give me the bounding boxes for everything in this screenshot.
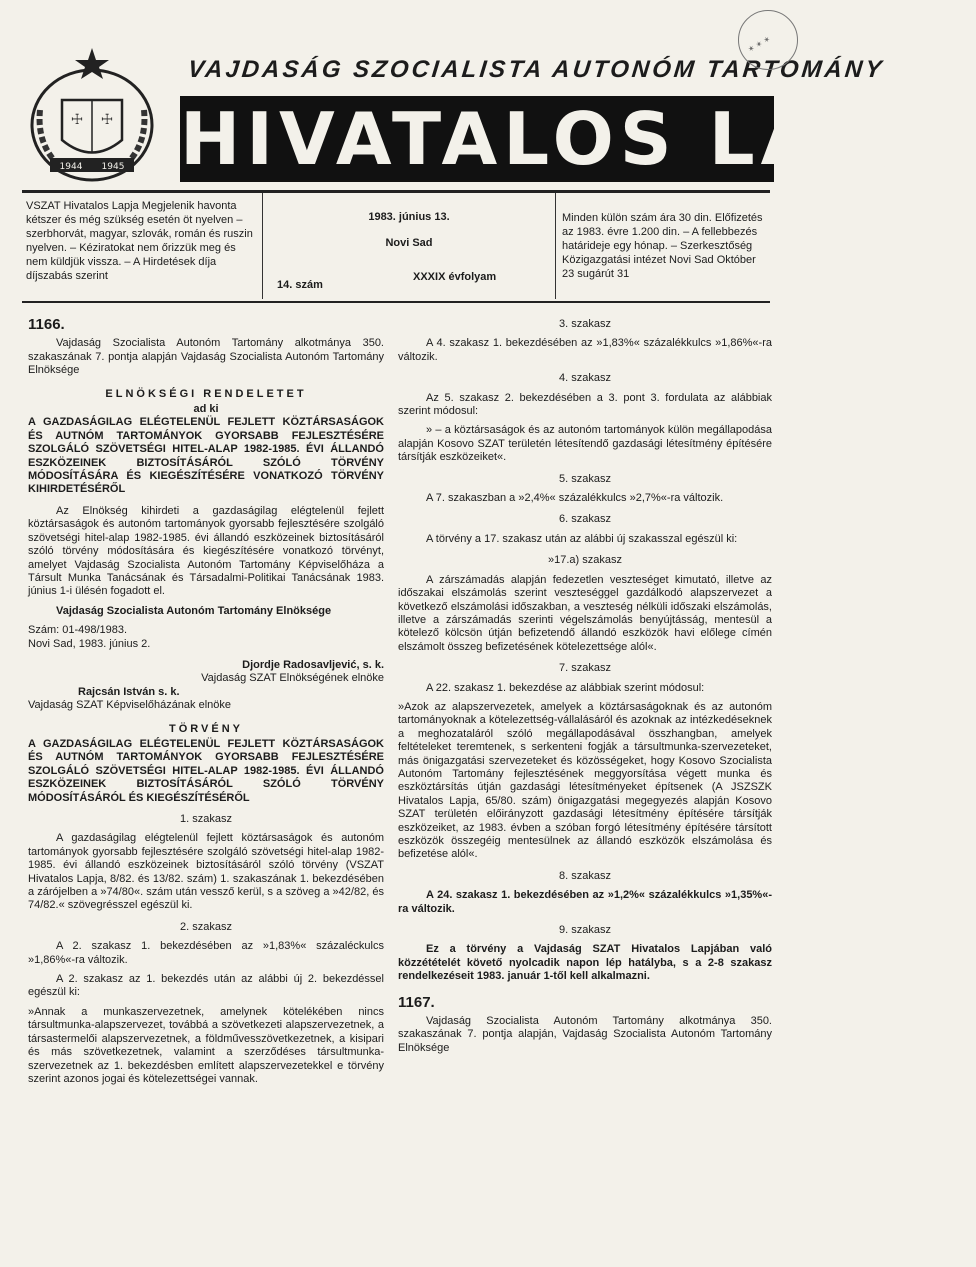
- signatory-2-name: Rajcsán István s. k.: [78, 685, 180, 698]
- section-4-body: Az 5. szakasz 2. bekezdésében a 3. pont 3. fordulata az alábbiak szerint módosul:: [398, 391, 772, 418]
- law-title: A GAZDASÁGILAG ELÉGTELENÜL FEJLETT KÖZTÁRSASÁGOK ÉS AUTNÓM TARTOMÁNYOK GYORSABB FEJLESZTÉSÉRE SZOLGÁLÓ SZÖVETSÉGI HITEL-ALAP 1982-1985. ÉVI ÁLLANDÓ ESZKÖZEINEK BIZTOSÍTÁSÁRÓL SZÓLÓ TÖRVÉNY MÓDOSÍTÁSÁRÓL ÉS KIEGÉSZÍTÉSÉRŐL: [28, 737, 384, 804]
- section-6-body: A törvény a 17. szakasz után az alábbi új szakasszal egészül ki:: [426, 532, 738, 545]
- section-6-subsection-title: »17.a) szakasz: [548, 554, 622, 567]
- issue-box: [262, 193, 556, 299]
- info-bar: [22, 190, 770, 303]
- signatory-1-name: Djordje Radosavljević, s. k.: [242, 658, 384, 671]
- issue-volume: XXXIX évfolyam: [413, 271, 497, 283]
- section-9-title: 9. szakasz: [559, 924, 611, 937]
- masthead-title: HIVATALOS LAPJA: [180, 97, 976, 181]
- section-4-title: 4. szakasz: [559, 372, 611, 385]
- document-number-2: 1167.: [398, 993, 435, 1011]
- decree-body: Az Elnökség kihirdeti a gazdaságilag elégtelenül fejlett köztársaságok és autonóm tartományok gyorsabb fejlesztésére szolgáló szövetségi hitel-alap 1982-1985. évi állandó eszközeinek biztosításáról szóló törvény módosítására és kiegészítésére vonatkozó törvényt, amelyet Vajdaság Szocialista Autonóm Tartomány Képviselőháza a Társult Munka Tanácsának és Társadalmi-Politikai Tanácsának 1983. június 1-i ülésén fogadott el.: [28, 504, 384, 598]
- decree-subheading: ad ki: [193, 403, 219, 416]
- svg-text:☩: ☩: [70, 112, 84, 128]
- subscription-notice: Minden külön szám ára 30 din. Előfizetés az 1983. évre 1.200 din. – A fellebbezés határideje egy hónap. – Szerkesztőség Közigazgatási intézet Novi Sad Október 23 sugárút 31: [562, 212, 763, 280]
- issue-number: 14. szám: [277, 279, 323, 291]
- signatory-1-role: Vajdaság SZAT Elnökségének elnöke: [201, 672, 384, 685]
- section-7-quote: »Azok az alapszervezetek, amelyek a köztársaságoknak és az autonóm tartományoknak a kötelezettség-vállalásáról és azoknak az intézkedéseknek a meghozataláról szóló megállapodásával összhangban, amelyek feltételeket teremtenek, s serkenteni fogják a társultmunka-szervezeteket, más önigazgatási szervezeteket és közösségeket, hogy Kosovo Szocialista Autonóm Tartomány fejlesztésének meggyorsítása végett munka és eszköztársítás útján gazdasági létesítményeket építsenek (A JSZSZK Hivatalos Lapja, 65/80. szám) önigazgatási megegyezés alapján Kosovo SZAT területén előirányzott gazdasági létesítmény építésére társítják eszközeiket, az 1983. évben a szóban forgó létesítmény építésére társított eszközök összegéig mentesülnek az állandó eszközök elszámolása és befizetése alól«.: [398, 700, 772, 861]
- library-stamp: ✶ ✶ ✶: [738, 10, 798, 70]
- section-6-title: 6. szakasz: [559, 513, 611, 526]
- section-3-title: 3. szakasz: [559, 318, 611, 330]
- section-9-body: Ez a törvény a Vajdaság SZAT Hivatalos Lapjában való közzétételét követő nyolcadik napon lép hatályba, s a 2-8 szakasz rendelkezéseit 1983. január 1-től kell alkalmazni.: [398, 943, 772, 983]
- svg-text:☩: ☩: [100, 112, 114, 128]
- left-column: [28, 318, 384, 1092]
- section-2-para-1: A 2. szakasz 1. bekezdésében az »1,83%« százaléckulcs »1,86%«-ra változik.: [28, 940, 384, 966]
- section-1-body: A gazdaságilag elégtelenül fejlett köztársaságok és autonóm tartományok gyorsabb fejlesztésére szolgáló szövetségi hitel-alap 1982-1985. évi állandó eszközeinek biztosításáról szóló törvény (VSZAT Hivatalos Lapja, 8/82. és 13/82. szám) 1. szakaszának 1. bekezdésében a zárójelben a »74/80«. szám után vessző kerül, s a szöveg a »42/82, és 74/82.« szövegrésszel egészül ki.: [28, 832, 384, 912]
- decree-heading: ELNÖKSÉGI RENDELETET: [105, 387, 307, 400]
- emblem-year-right: 1945: [101, 162, 125, 172]
- law-heading: TÖRVÉNY: [169, 722, 243, 735]
- section-5-title: 5. szakasz: [559, 472, 611, 485]
- document-number: 1166.: [28, 316, 65, 333]
- reference-place-date: Novi Sad, 1983. június 2.: [28, 637, 151, 650]
- issue-city: Novi Sad: [385, 237, 433, 249]
- right-column: [398, 318, 772, 1061]
- section-8-title: 8. szakasz: [559, 869, 611, 882]
- emblem-year-left: 1944: [59, 162, 83, 172]
- section-2-quote: »Annak a munkaszervezetnek, amelynek kötelékében nincs társultmunka-alapszervezet, továbbá a szövetkezeti alapszervezetnek, a társastermelői alapszervezetnek, a földművesszövetkezetnek, a kisipari és más szövetkezetnek, valamint a szerződéses társultmunka-szervezetnek az 1. bekezdésben említett alapszervezetekkel e törvény szerint azonos jogai és kötelezettségei vannak.: [28, 1005, 384, 1085]
- section-6-quote: A zárszámadás alapján fedezetlen veszteséget kimutató, illetve az időszakai elszámolás szerint veszteséggel gazdálkodó alapszervezet a következő elszámolási időszakban, a veszteség nélküli időszaki elszámolás, illetve a zárszámadás szerinti végelszámolás benyújtásság, mentesül a kötelező kölcsön útján befizetendő állandó eszközök havi előlege címén elszámolt összeg befizetésének kötelezettsége alól«.: [398, 573, 772, 653]
- reference-number: Szám: 01-498/1983.: [28, 624, 128, 637]
- section-7-body: A 22. szakasz 1. bekezdése az alábbiak szerint módosul:: [426, 681, 705, 694]
- section-2-title: 2. szakasz: [180, 920, 232, 933]
- issue-date: 1983. június 13.: [368, 211, 450, 223]
- masthead-subtitle: VAJDASÁG SZOCIALISTA AUTONÓM TARTOMÁNY: [186, 56, 886, 83]
- publication-notice: VSZAT Hivatalos Lapja Megjelenik havonta kétszer és még szükség esetén öt nyelven – szerbhorvát, magyar, szlovák, román és ruszin nyelven. – Kéziratokat nem őrizzük meg és nem küldjük vissza. – A Hirdetések díja díjszabás szerint: [26, 200, 253, 282]
- section-5-body: A 7. szakaszban a »2,4%« százalékkulcs »2,7%«-ra változik.: [426, 492, 724, 505]
- section-4-quote: » – a köztársaságok és az autonóm tartományok külön megállapodása alapján Kosovo SZAT területén létesítendő gazdasági létesítmény építésére társítják eszközeiket«.: [398, 424, 772, 464]
- section-8-body: A 24. szakasz 1. bekezdésében az »1,2%« százalékkulcs »1,35%«-ra változik.: [398, 889, 772, 915]
- decree-title: A GAZDASÁGILAG ELÉGTELENÜL FEJLETT KÖZTÁRSASÁGOK ÉS AUTNÓM TARTOMÁNYOK GYORSABB FEJLESZTÉSÉRE SZOLGÁLÓ SZÖVETSÉGI HITEL-ALAP 1982-1985. ÉVI ÁLLANDÓ ESZKÖZEINEK BIZTOSÍTÁSÁRÓL SZÓLÓ TÖRVÉNY MÓDOSÍTÁSÁRA ÉS KIEGÉSZÍTÉSÉRE VONATKOZÓ TÖRVÉNY KIHIRDETÉSÉRŐL: [28, 416, 384, 496]
- coat-of-arms-emblem: [22, 40, 162, 185]
- preamble-2: Vajdaság Szocialista Autonóm Tartomány alkotmánya 350. szakaszának 7. pontja alapján, Vajdaság Szocialista Autonóm Tartomány Elnöksége: [398, 1015, 772, 1054]
- signatory-2-role: Vajdaság SZAT Képviselőházának elnöke: [28, 699, 232, 712]
- section-3-body: A 4. szakasz 1. bekezdésében az »1,83%« százalékkulcs »1,86%«-ra változik.: [398, 337, 772, 363]
- signatory-body: Vajdaság Szocialista Autonóm Tartomány Elnöksége: [56, 604, 332, 617]
- section-7-title: 7. szakasz: [559, 662, 611, 675]
- preamble: Vajdaság Szocialista Autonóm Tartomány alkotmánya 350. szakaszának 7. pontja alapján Vajdaság Szocialista Autonóm Tartomány Elnöksége: [28, 337, 384, 377]
- section-1-title: 1. szakasz: [180, 813, 232, 825]
- section-2-para-2: A 2. szakasz az 1. bekezdés után az alábbi új 2. bekezdéssel egészül ki:: [28, 973, 384, 999]
